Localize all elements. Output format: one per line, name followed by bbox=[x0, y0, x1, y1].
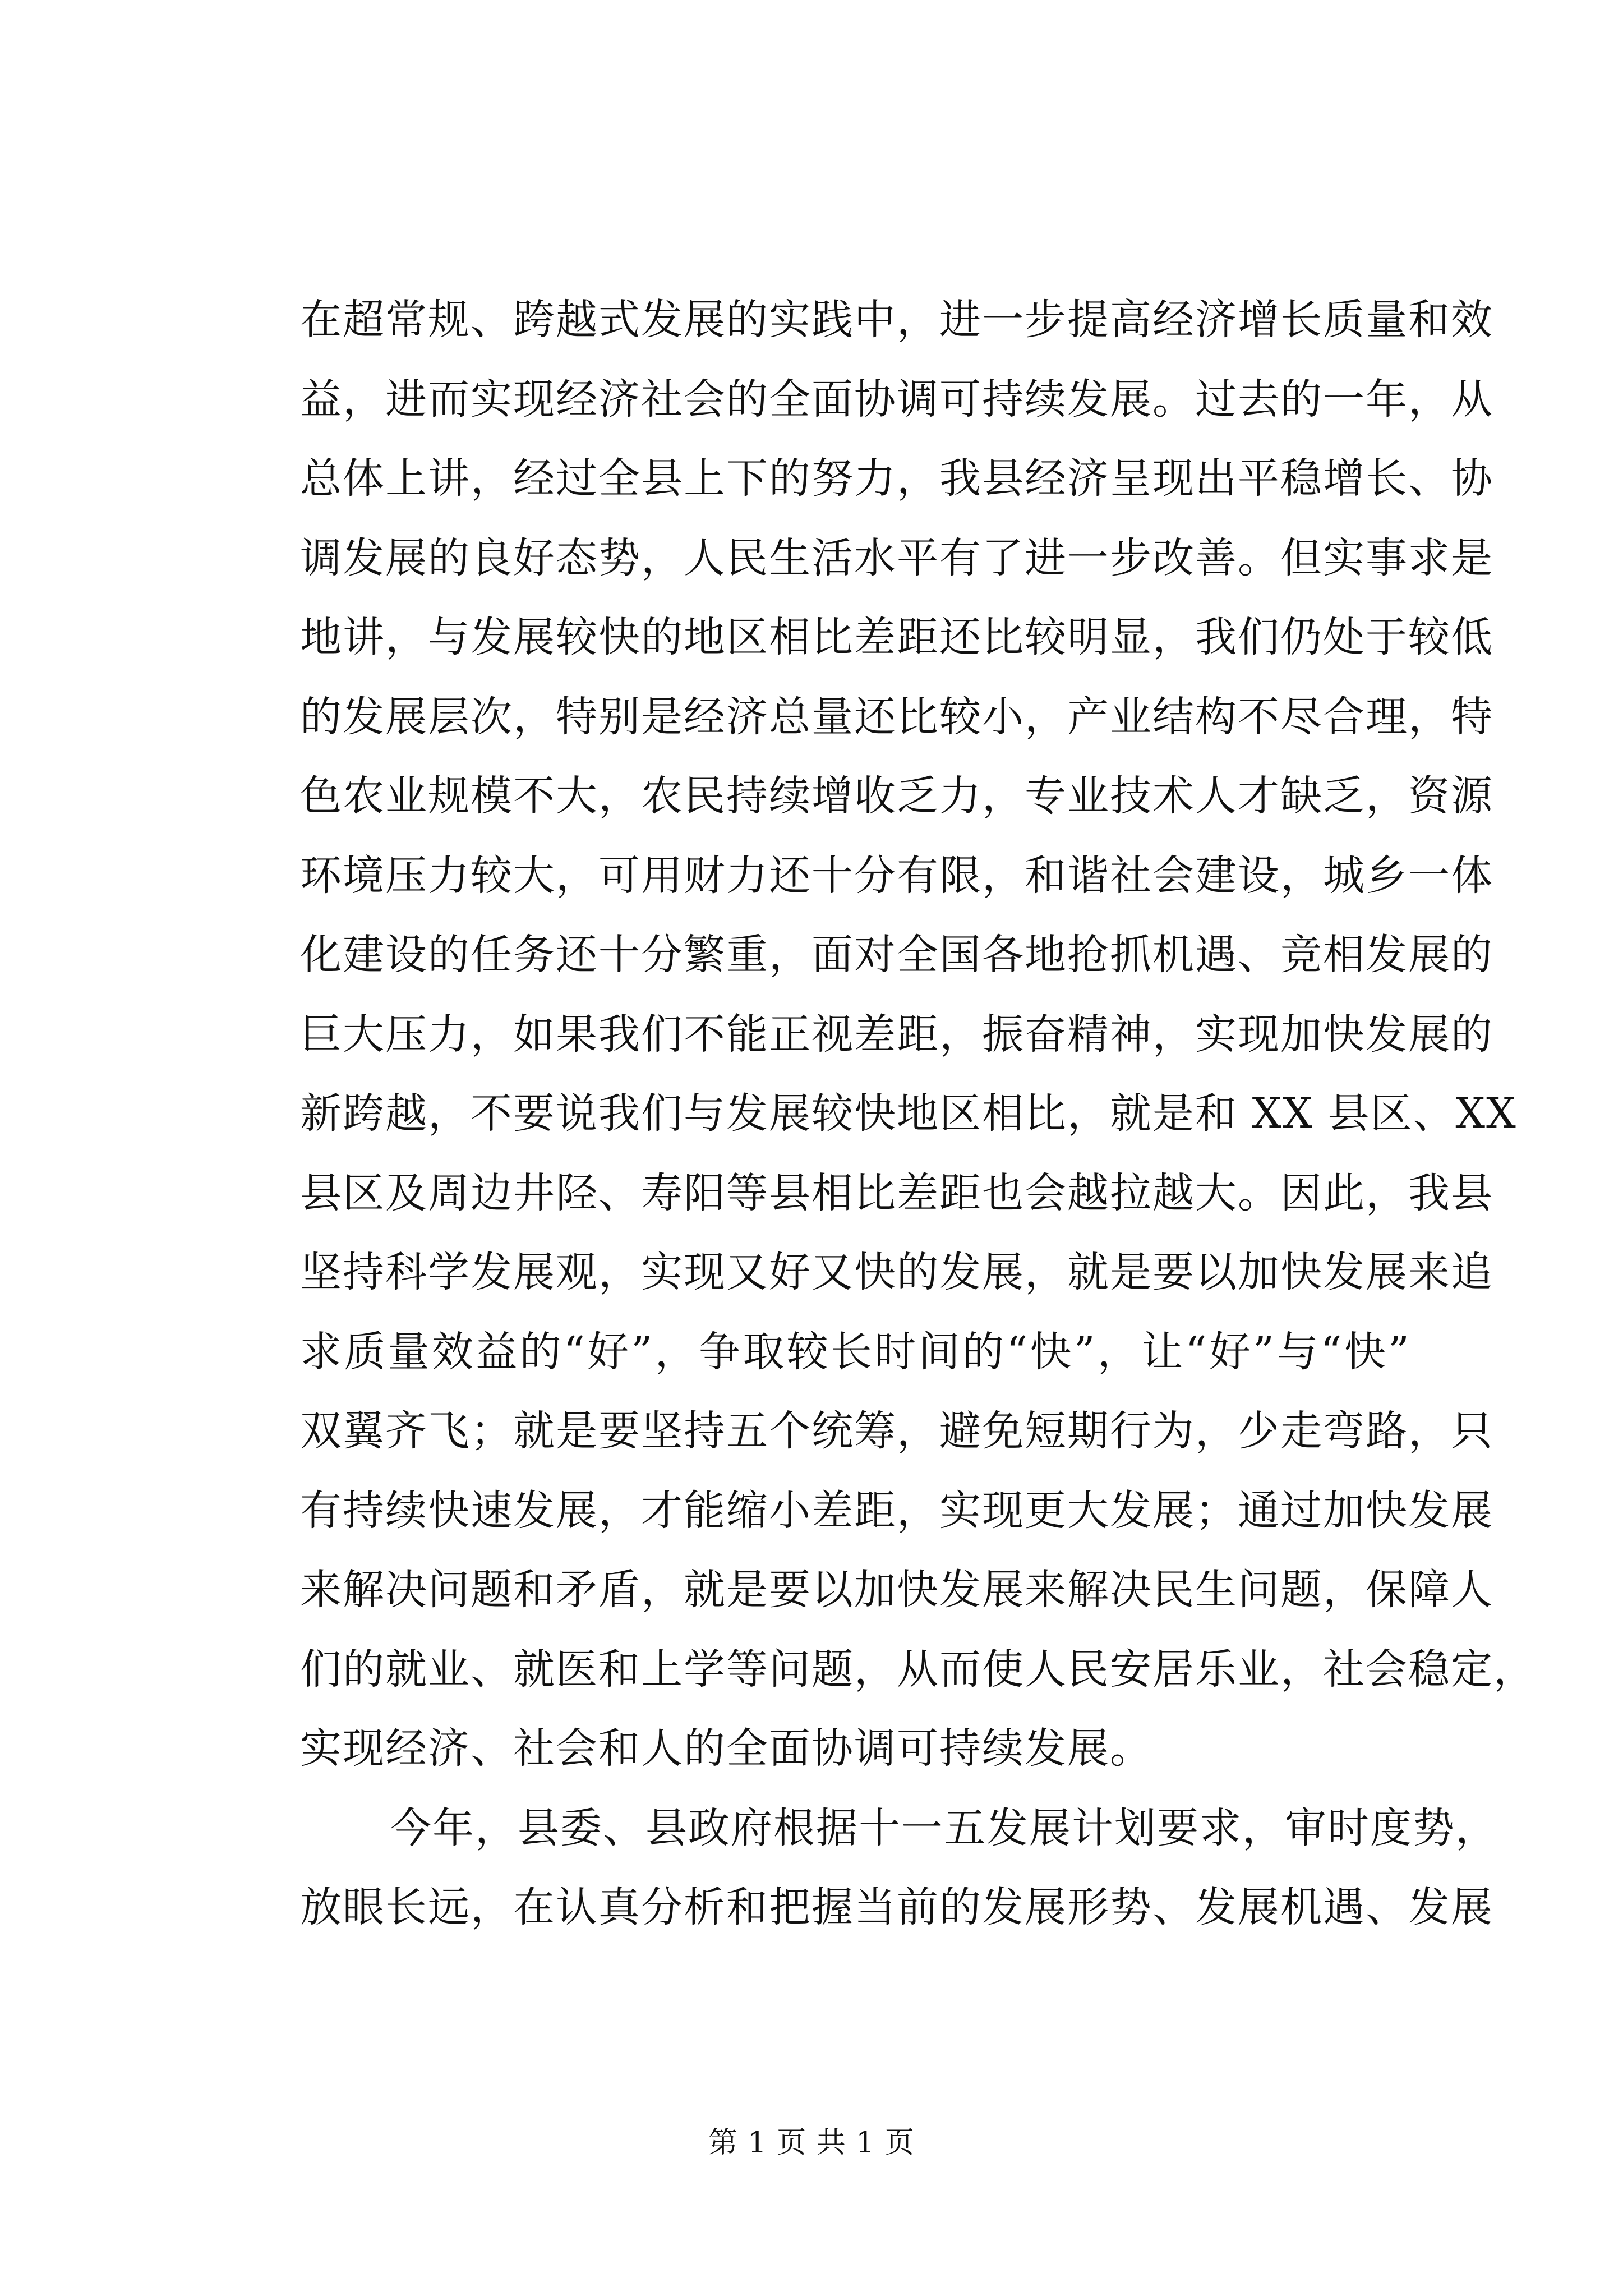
text-line: 双翼齐飞；就是要坚持五个统筹，避免短期行为，少走弯路，只 bbox=[300, 1407, 1493, 1455]
text-line: 们的就业、就医和上学等问题，从而使人民安居乐业，社会稳定， bbox=[300, 1645, 1536, 1694]
text-line: 化建设的任务还十分繁重，面对全国各地抢抓机遇、竞相发展的 bbox=[300, 931, 1493, 979]
text-line: 有持续快速发展，才能缩小差距，实现更大发展；通过加快发展 bbox=[300, 1486, 1493, 1535]
text-line: 巨大压力，如果我们不能正视差距，振奋精神，实现加快发展的 bbox=[300, 1010, 1493, 1059]
page-number-footer: 第 1 页 共 1 页 bbox=[708, 2126, 915, 2160]
text-line: 求质量效益的“好”，争取较长时间的“快”，让“好”与“快” bbox=[300, 1327, 1410, 1376]
text-line: 坚持科学发展观，实现又好又快的发展，就是要以加快发展来追 bbox=[300, 1248, 1493, 1296]
text-line: 在超常规、跨越式发展的实践中，进一步提高经济增长质量和效 bbox=[300, 296, 1493, 344]
text-line: 来解决问题和矛盾，就是要以加快发展来解决民生问题，保障人 bbox=[300, 1566, 1493, 1614]
text-line: 益，进而实现经济社会的全面协调可持续发展。过去的一年，从 bbox=[300, 375, 1493, 424]
text-line: 放眼长远，在认真分析和把握当前的发展形势、发展机遇、发展 bbox=[300, 1883, 1493, 1931]
paragraph-end-line: 实现经济、社会和人的全面协调可持续发展。 bbox=[300, 1724, 1152, 1773]
text-line: 县区及周边井陉、寿阳等县相比差距也会越拉越大。因此，我县 bbox=[300, 1168, 1493, 1217]
text-line: 的发展层次，特别是经济总量还比较小，产业结构不尽合理，特 bbox=[300, 692, 1493, 741]
text-line: 调发展的良好态势，人民生活水平有了进一步改善。但实事求是 bbox=[300, 533, 1493, 582]
text-line: 总体上讲，经过全县上下的努力，我县经济呈现出平稳增长、协 bbox=[300, 454, 1493, 503]
text-line: 环境压力较大，可用财力还十分有限，和谐社会建设，城乡一体 bbox=[300, 851, 1493, 900]
text-line: 新跨越，不要说我们与发展较快地区相比，就是和 XX 县区、XX bbox=[300, 1089, 1517, 1138]
paragraph-start-line: 今年，县委、县政府根据十一五发展计划要求，审时度势， bbox=[390, 1803, 1498, 1852]
text-line: 色农业规模不大，农民持续增收乏力，专业技术人才缺乏，资源 bbox=[300, 772, 1493, 820]
body-text bbox=[300, 280, 1536, 1948]
text-line: 地讲，与发展较快的地区相比差距还比较明显，我们仍处于较低 bbox=[300, 613, 1493, 661]
